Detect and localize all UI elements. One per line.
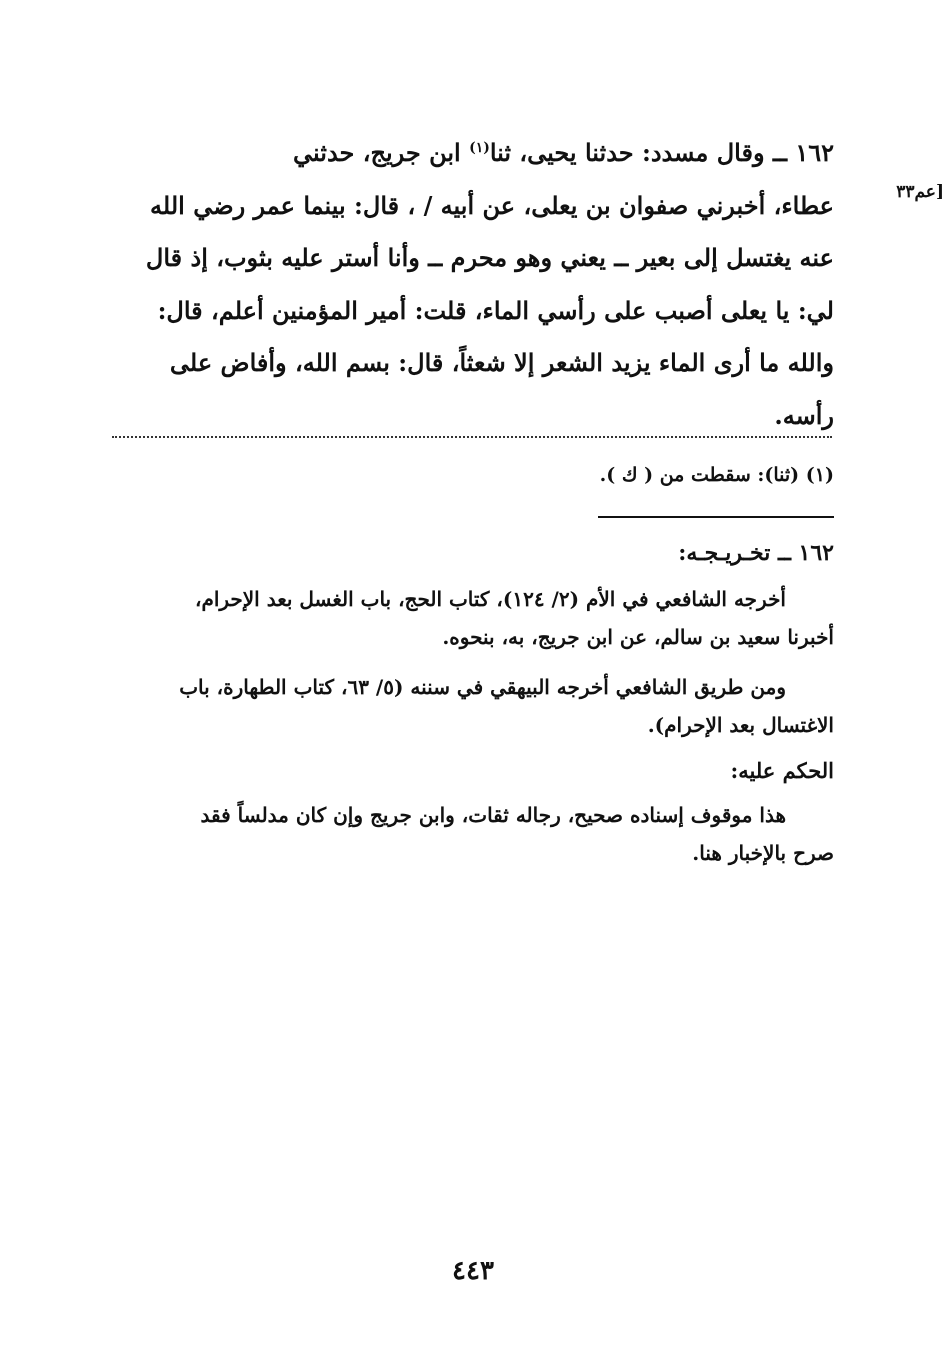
hadith-line-6: رأسه. [774, 400, 834, 430]
page-number: ٤٤٣ [452, 1256, 494, 1286]
manuscript-margin-note: [عم٣٣ [896, 182, 944, 202]
hadith-line-1-end: ابن جريج، حدثني [293, 138, 470, 167]
ruling-heading: الحكم عليه: [730, 758, 834, 783]
hadith-line-5: والله ما أرى الماء يزيد الشعر إلا شعثاً، قال: بسم الله، وأفاض على [169, 348, 834, 377]
hadith-line-1 [114, 122, 834, 180]
takhrij-p2-line-2: الاغتسال بعد الإحرام). [647, 713, 834, 737]
ruling-line-1: هذا موقوف إسناده صحيح، رجاله ثقات، وابن جريج وإن كان مدلساً فقد [200, 803, 786, 827]
footnote-marker[interactable]: (١) [469, 140, 490, 156]
hadith-line-1-start: ١٦٢ ــ وقال مسدد: حدثنا يحيى، ثنا [489, 138, 834, 167]
ruling-line-2: صرح بالإخبار هنا. [692, 841, 834, 865]
hadith-line-3: عنه يغتسل إلى بعير ــ يعني وهو محرم ــ وأنا أستر عليه بثوب، إذ قال [145, 243, 834, 272]
ruling-paragraph [114, 796, 834, 872]
footnote: (١) (ثنا): سقطت من ( ك ). [599, 464, 834, 486]
footnote-separator [112, 436, 832, 448]
takhrij-p2-line-1: ومن طريق الشافعي أخرجه البيهقي في سننه (٥/ ٦٣، كتاب الطهارة، باب [179, 675, 786, 699]
hadith-text [114, 122, 834, 442]
takhrij-heading: ١٦٢ ــ تخـريـجـه: [678, 540, 834, 566]
hadith-line-2: عطاء، أخبرني صفوان بن يعلى، عن أبيه / ، قال: بينما عمر رضي الله [150, 190, 834, 220]
takhrij-p1-line-2: أخبرنا سعيد بن سالم، عن ابن جريج، به، بنحوه. [442, 625, 834, 649]
takhrij-p1-line-1: أخرجه الشافعي في الأم (٢/ ١٢٤)، كتاب الحج، باب الغسل بعد الإحرام، [194, 587, 786, 611]
takhrij-paragraph-1 [114, 580, 834, 656]
section-divider [598, 516, 834, 518]
takhrij-paragraph-2 [114, 668, 834, 744]
hadith-line-4: لي: يا يعلى أصبب على رأسي الماء، قلت: أمير المؤمنين أعلم، قال: [157, 295, 834, 325]
